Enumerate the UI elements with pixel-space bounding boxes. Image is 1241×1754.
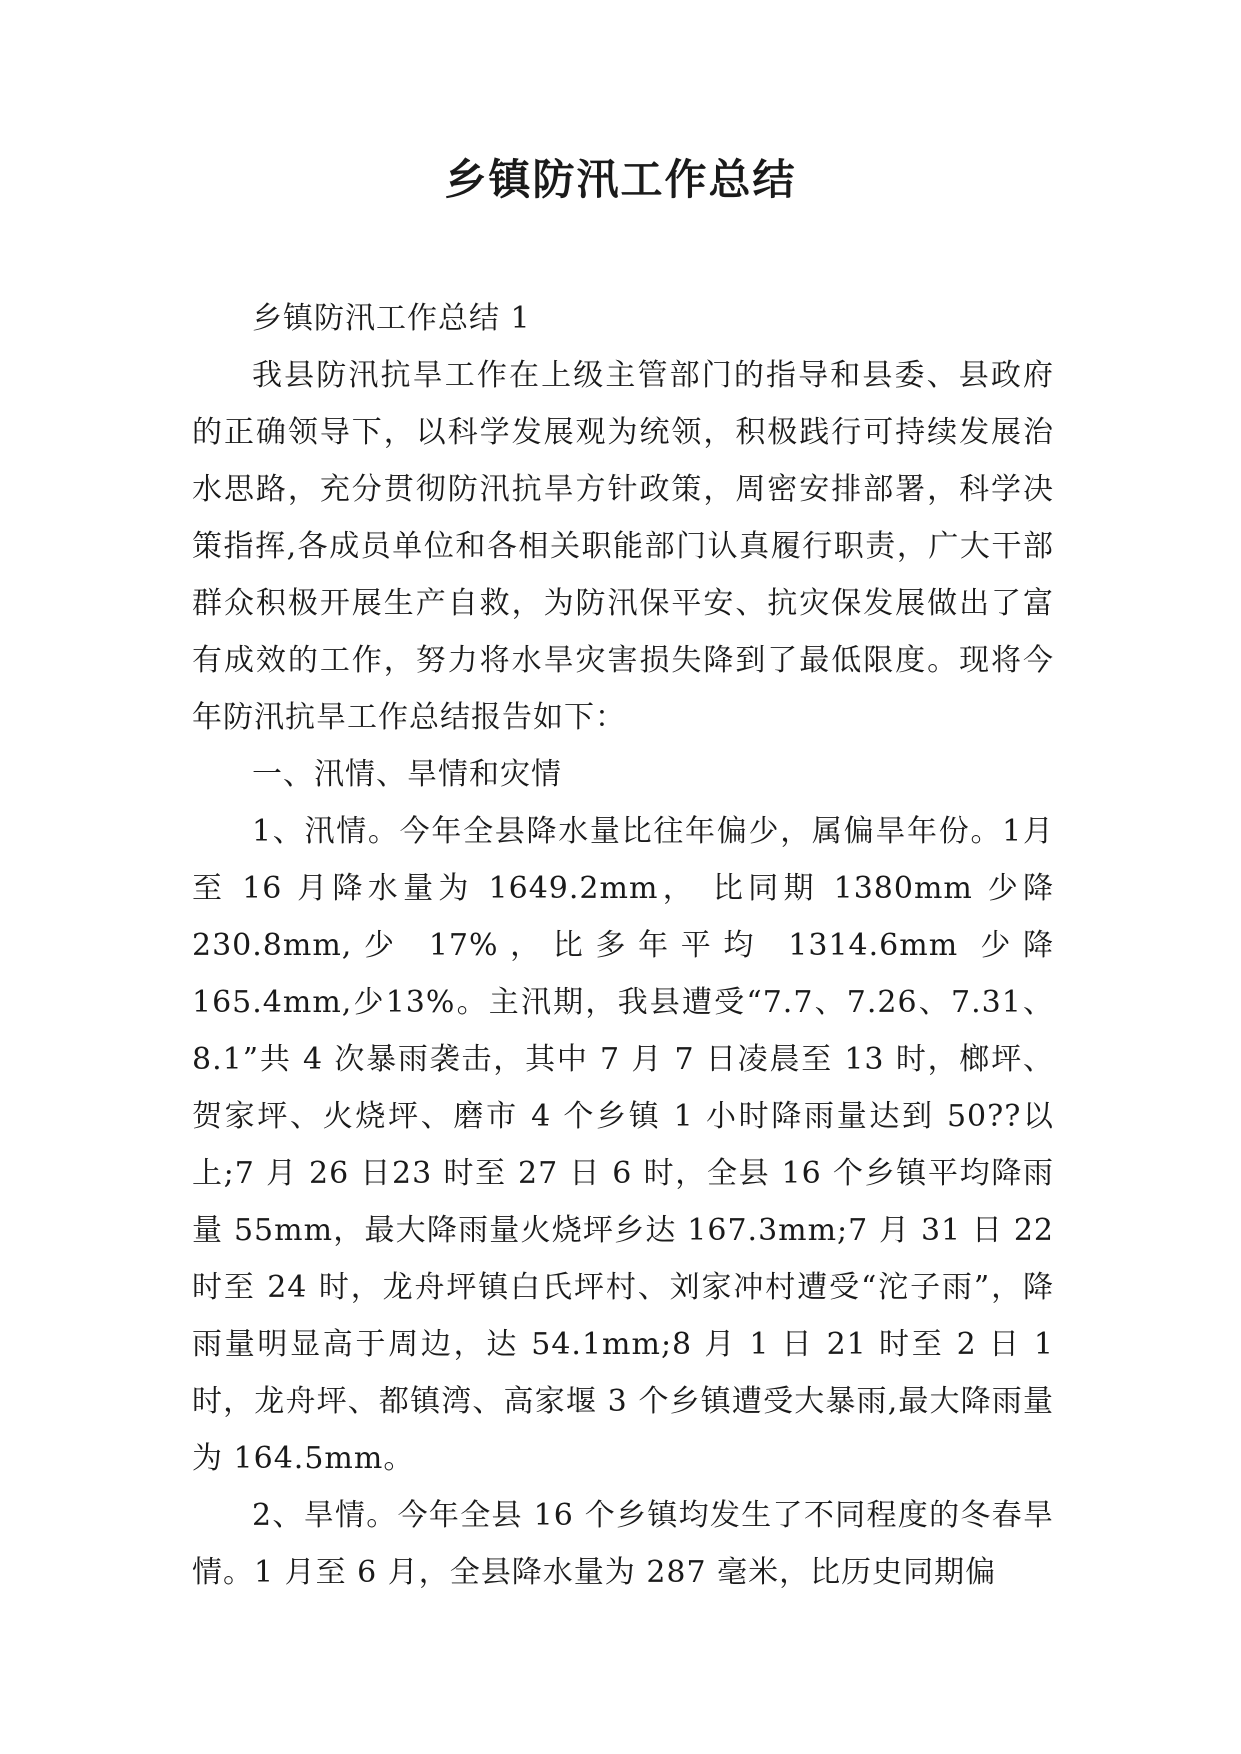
document-body: [192, 290, 1054, 1601]
paragraph-flood-situation: 1、汛情。今年全县降水量比往年偏少，属偏旱年份。1月至 16 月降水量为 1649.2mm， 比同期 1380mm 少降230.8mm,少 17%，比多年平均 1314.6mm 少降 165.4mm,少13%。主汛期，我县遭受“7.7、7.26、7.31、8.1”共 4 次暴雨袭击，其中 7 月 7 日凌晨至 13 时，榔坪、贺家坪、火烧坪、磨市 4 个乡镇 1 小时降雨量达到 50??以上;7 月 26 日23 时至 27 日 6 时，全县 16 个乡镇平均降雨量 55mm，最大降雨量火烧坪乡达 167.3mm;7 月 31 日 22 时至 24 时，龙舟坪镇白氏坪村、刘家冲村遭受“沱子雨”，降雨量明显高于周边，达 54.1mm;8 月 1 日 21 时至 2 日 1 时，龙舟坪、都镇湾、高家堰 3 个乡镇遭受大暴雨,最大降雨量为 164.5mm。: [192, 814, 1054, 1476]
paragraph-heading-1: 乡镇防汛工作总结 1: [252, 301, 531, 336]
document-title: 乡镇防汛工作总结: [444, 155, 797, 204]
paragraph-drought-situation: 2、旱情。今年全县 16 个乡镇均发生了不同程度的冬春旱情。1 月至 6 月，全县降水量为 287 毫米，比历史同期偏: [192, 1498, 1054, 1590]
section-heading-1: 一、汛情、旱情和灾情: [252, 757, 562, 792]
paragraph-intro: 我县防汛抗旱工作在上级主管部门的指导和县委、县政府的正确领导下，以科学发展观为统领，积极践行可持续发展治水思路，充分贯彻防汛抗旱方针政策，周密安排部署，科学决策指挥,各成员单位和各相关职能部门认真履行职责，广大干部群众积极开展生产自救，为防汛保平安、抗灾保发展做出了富有成效的工作，努力将水旱灾害损失降到了最低限度。现将今年防汛抗旱工作总结报告如下：: [192, 358, 1054, 735]
